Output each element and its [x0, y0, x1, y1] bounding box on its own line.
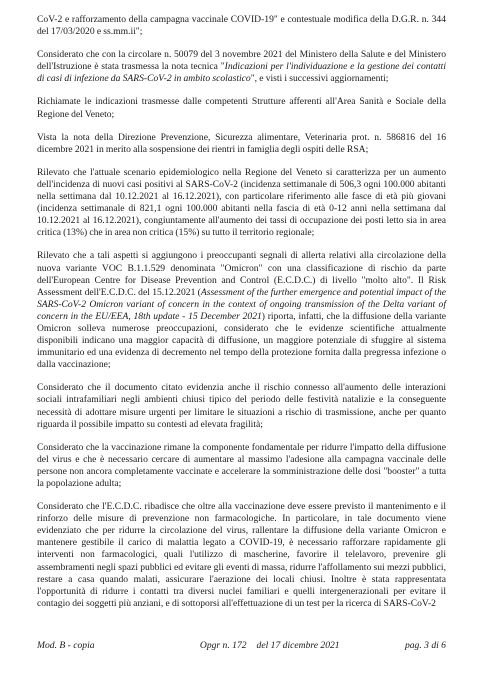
paragraph-interazioni: Considerato che il documento citato evidenzia anche il rischio connesso all'aumento delle interazioni sociali intrafamiliari negli ambienti chiusi tipico del periodo delle festività natalizie e la conseguente necessità di adottare misure urgenti per limitare le situazioni a rischio di trasmissione, anche per quanto riguarda il possibile impatto su contesti ad elevata fragilità;: [37, 382, 446, 430]
footer-model-label: Mod. B - copia: [37, 640, 95, 651]
paragraph-vaccinazione: Considerato che la vaccinazione rimane la componente fondamentale per ridurre l'impatto della diffusione del virus e che è necessario cercare di aumentare al massimo l'adesione alla campagna vaccinale delle persone non ancora completamente vaccinate e accelerare la somministrazione delle dosi "booster" a tutta la popolazione adulta;: [37, 441, 446, 489]
paragraph-richiamate: Richiamate le indicazioni trasmesse dalle competenti Strutture afferenti all'Area Sanità e Sociale della Regione del Veneto;: [37, 96, 446, 120]
paragraph-ecdc-misure: Considerato che l'E.C.D.C. ribadisce che oltre alla vaccinazione deve essere previsto il mantenimento e il rinforzo delle misure di prevenzione non farmacologiche. In particolare, in tale documento viene evidenziato che per ridurre la circolazione del virus, rallentare la diffusione della variante Omicron e mantenere gestibile il carico di malattia legato a COVID-19, è necessario rafforzare rapidamente gli interventi non farmacologici, quali l'utilizzo di mascherine, favorire il telelavoro, prevenire gli assembramenti negli spazi pubblici ed evitare gli eventi di massa, ridurre l'affollamento sui mezzi pubblici, restare a casa quando malati, assicurare l'aerazione dei locali chiusi. Inoltre è stata rappresentata l'opportunità di ridurre i contatti tra diversi nuclei familiari e quelli intergenerazionali per evitare il contagio dei soggetti più anziani, e di sottoporsi all'effettuazione di un test per la ricerca di SARS-CoV-2: [37, 501, 446, 609]
footer-act-reference: Opgr n. 172 del 17 dicembre 2021: [199, 640, 340, 651]
paragraph-omicron: Rilevato che a tali aspetti si aggiungono i preoccupanti segnali di allerta relativi alla circolazione della nuova variante VOC B.1.1.529 denominata "Omicron" con una classificazione di rischio da parte dell'European Centre for Disease Prevention and Control (E.C.D.C.) di livello "molto alto". Il Risk Assessment dell'E.C.D.C. del 15.12.2021 (Assessment of the further emergence and potential impact of the SARS-CoV-2 Omicron variant of concern in the context of ongoing transmission of the Delta variant of concern in the EU/EEA, 18th update - 15 December 2021) riporta, infatti, che la diffusione della variante Omicron solleva numerose preoccupazioni, considerato che le evidenze scientifiche attualmente disponibili indicano una maggior capacità di diffusione, un maggiore potenziale di sfuggire al sistema immunitario ed una evidenza di decremento nel tempo della protezione fornita dalla pregressa infezione o dalla vaccinazione;: [37, 250, 446, 371]
footer-page-number: pag. 3 di 6: [404, 640, 446, 651]
paragraph-vista-nota: Vista la nota della Direzione Prevenzione, Sicurezza alimentare, Veterinaria prot. n. 586816 del 16 dicembre 2021 in merito alla sospensione dei rientri in famiglia degli ospiti delle RSA;: [37, 131, 446, 155]
document-body: [37, 14, 446, 621]
paragraph-circolare: Considerato che con la circolare n. 50079 del 3 novembre 2021 del Ministero della Salute e del Ministero dell'Istruzione è stata trasmessa la nota tecnica "Indicazioni per l'individuazione e la gestione dei contatti di casi di infezione da SARS-CoV-2 in ambito scolastico", e visti i successivi aggiornamenti;: [37, 49, 446, 85]
paragraph-continuation: CoV-2 e rafforzamento della campagna vaccinale COVID-19" e contestuale modifica della D.G.R. n. 344 del 17/03/2020 e ss.mm.ii";: [37, 14, 446, 38]
page-footer: [37, 640, 446, 651]
paragraph-scenario: Rilevato che l'attuale scenario epidemiologico nella Regione del Veneto si caratterizza per un aumento dell'incidenza di nuovi casi positivi al SARS-CoV-2 (incidenza settimanale di 506,3 ogni 100.000 abitanti nella settimana dal 10.12.2021 al 16.12.2021), con particolare riferimento alle fasce di età più giovani (incidenza settimanale di 821,1 ogni 100.000 abitanti nella fascia di età 0-12 anni nella settimana dal 10.12.2021 al 16.12.2021), congiuntamente all'aumento dei tassi di occupazione dei posti letto sia in area critica (13%) che in area non critica (15%) su tutto il territorio regionale;: [37, 166, 446, 239]
